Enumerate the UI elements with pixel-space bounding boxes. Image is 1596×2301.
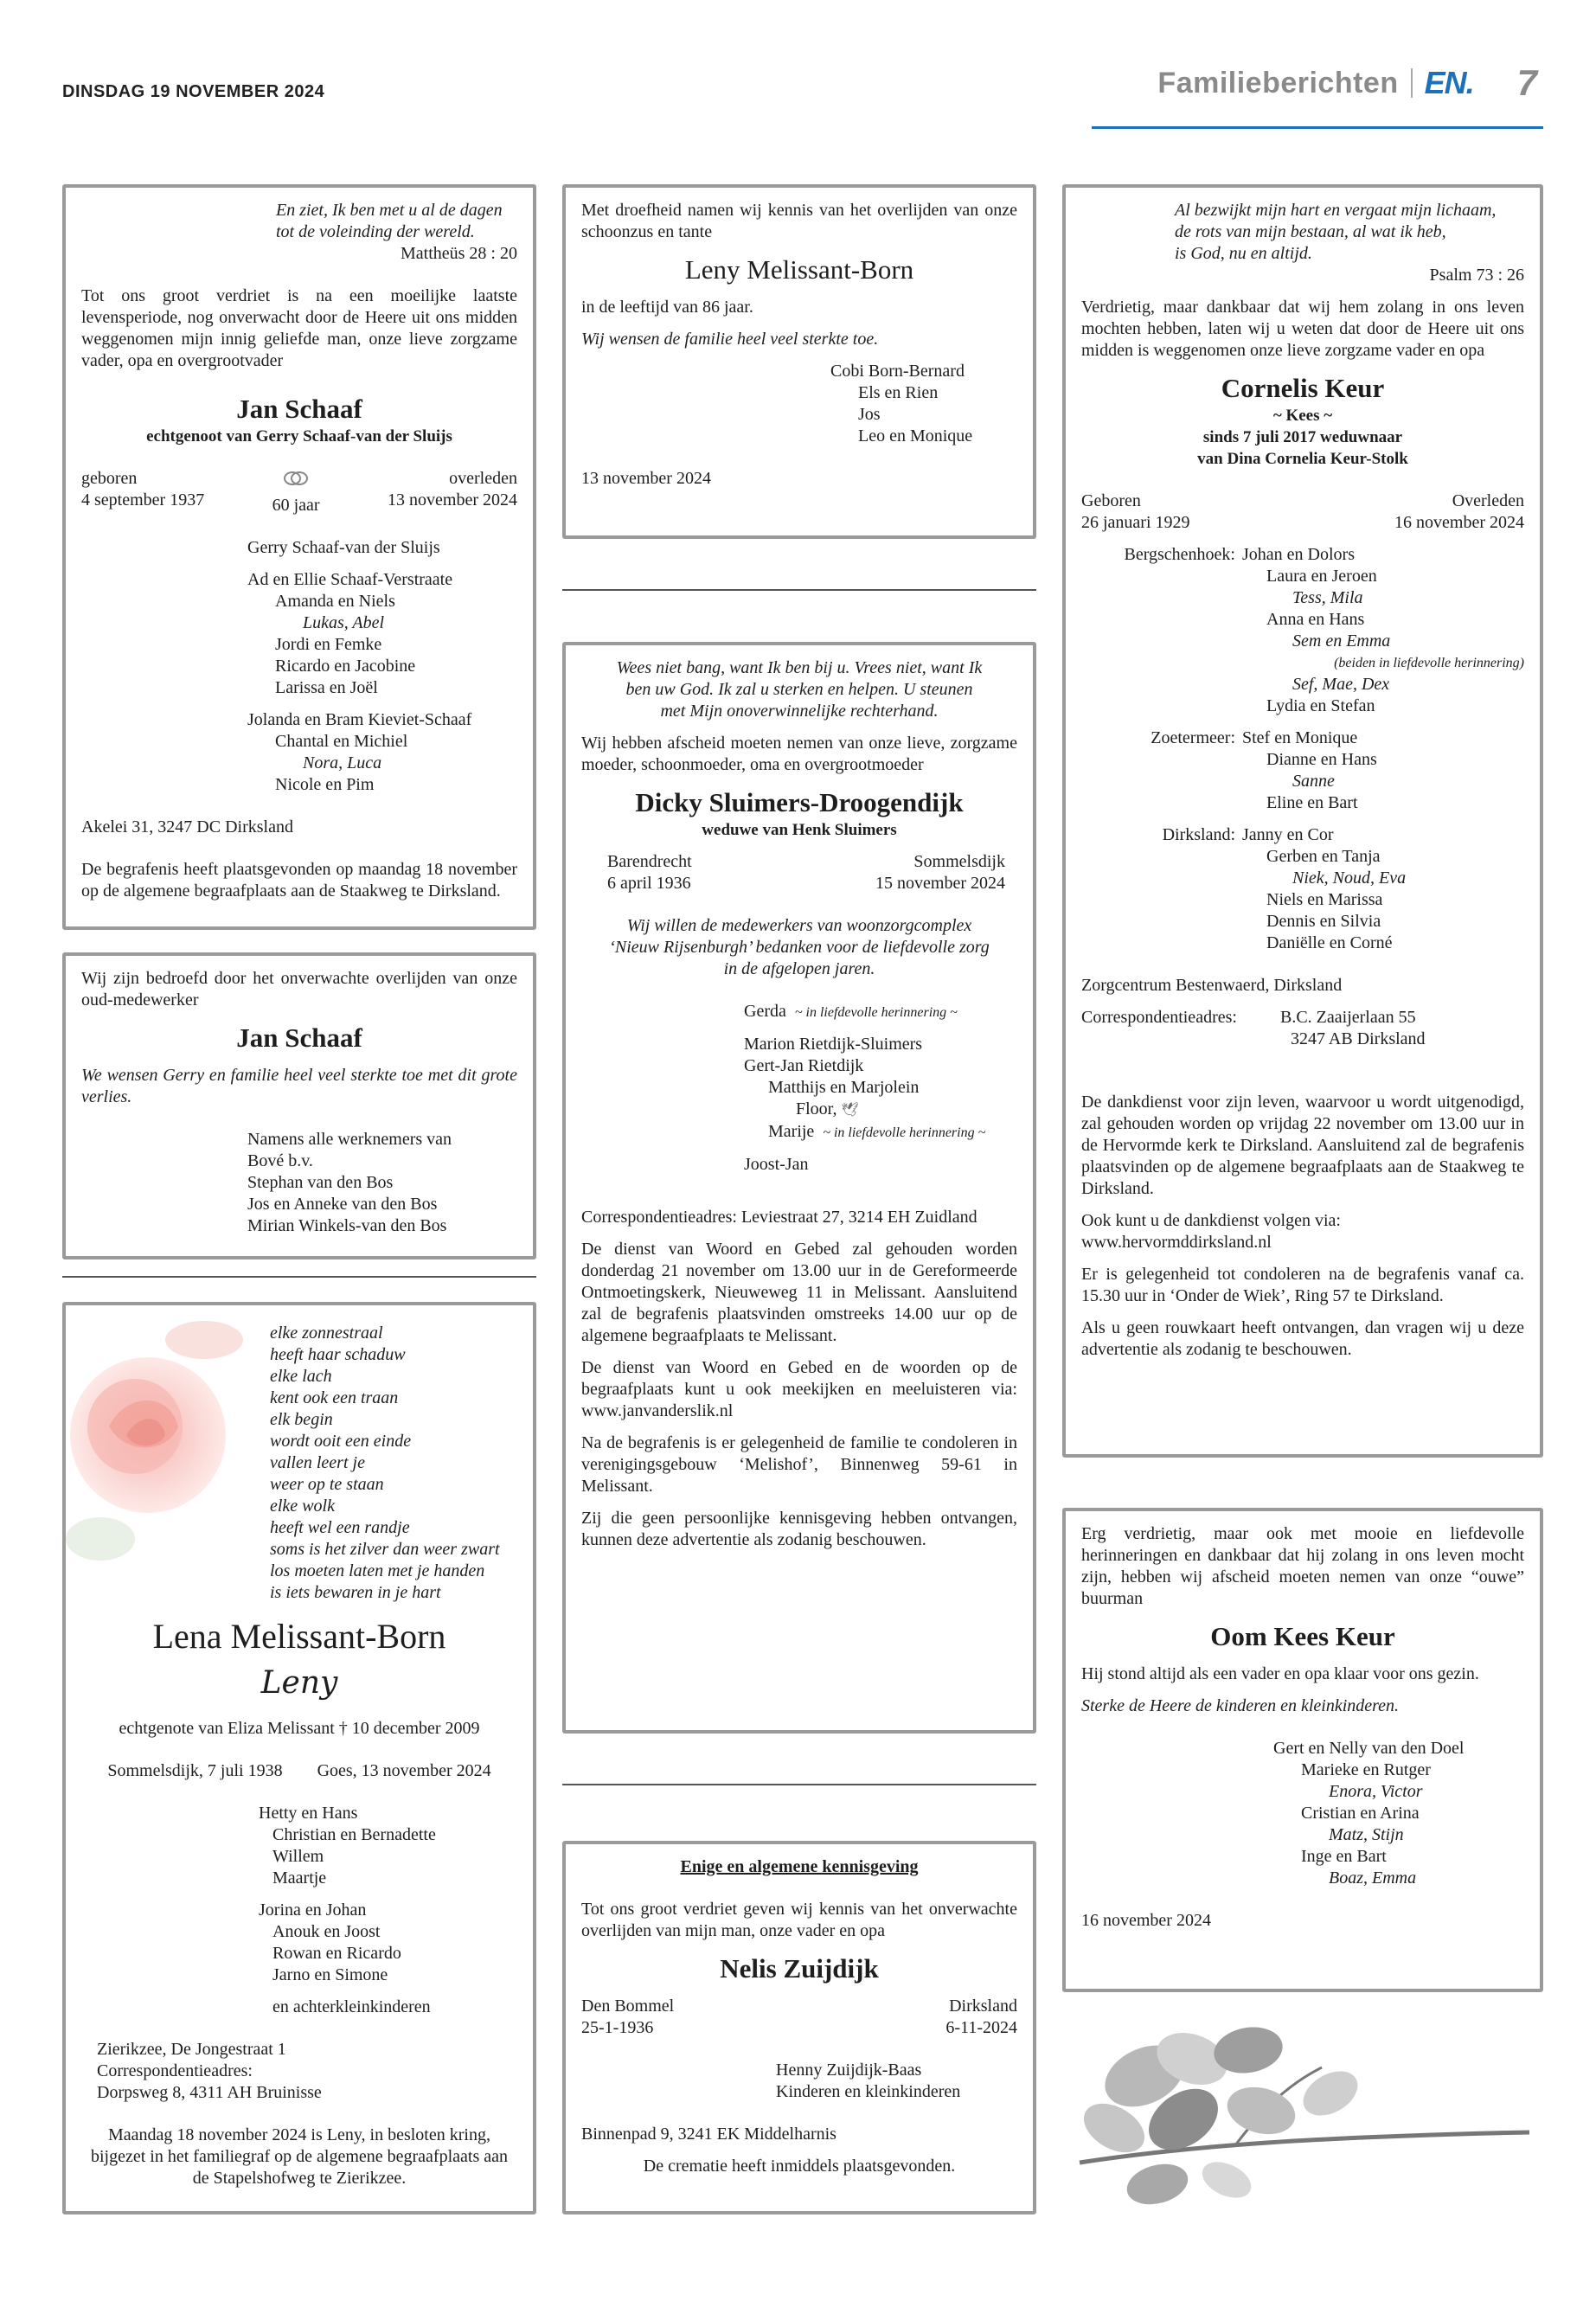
obituary-jan-schaaf-family <box>62 184 536 930</box>
nickname-script: Leny <box>260 1665 338 1701</box>
born-date: 4 september 1937 <box>81 490 205 510</box>
died-date: 6-11-2024 <box>945 2018 1017 2037</box>
verse-line: tot de voleinding der wereld. <box>276 222 475 241</box>
signer: Cristian en Arina <box>1301 1804 1420 1823</box>
born-date: 26 januari 1929 <box>1081 513 1190 532</box>
header-divider <box>1411 68 1413 98</box>
leaves-illustration <box>1062 2016 1543 2214</box>
correspondence-address: Correspondentieadres: Leviestraat 27, 3214 EH Zuidland <box>581 1208 977 1227</box>
signer: Inge en Bart <box>1301 1847 1387 1866</box>
address-line: B.C. Zaaijerlaan 55 <box>1280 1008 1416 1027</box>
family-member: Anna en Hans <box>1266 610 1365 629</box>
signers <box>1081 1738 1524 1889</box>
verse-line: Wees niet bang, want Ik ben bij u. Vrees niet, want Ik <box>616 658 983 677</box>
family-member: Gert-Jan Rietdijk <box>744 1056 864 1075</box>
died-date: Goes, 13 november 2024 <box>317 1761 491 1780</box>
family-member: Niek, Noud, Eva <box>1292 868 1407 888</box>
age: 60 jaar <box>272 496 320 515</box>
family-member: Sem en Emma <box>1292 631 1391 651</box>
address-line: Zierikzee, De Jongestraat 1 <box>97 2040 286 2059</box>
family-member: Nora, Luca <box>303 753 382 772</box>
deceased-name: Leny Melissant-Born <box>684 254 914 285</box>
life-dates <box>581 851 1017 894</box>
family-member: en achterkleinkinderen <box>272 1997 431 2016</box>
family-member: Amanda en Niels <box>275 592 395 611</box>
deceased-name: Jan Schaaf <box>236 394 362 424</box>
signers <box>581 361 1017 447</box>
family-member: Joost-Jan <box>744 1155 809 1174</box>
signer: Namens alle werknemers van <box>247 1130 452 1149</box>
signer: Matz, Stijn <box>1329 1825 1404 1844</box>
born-date: 6 april 1936 <box>607 874 691 893</box>
thanks-line: Wij willen de medewerkers van woonzorgcomplex <box>626 916 972 935</box>
stream-info: De dienst van Woord en Gebed en de woorden op de begraafplaats kunt u ook meekijken en meeluisteren via: www.janvanderslik.nl <box>581 1358 1017 1420</box>
born-date: Sommelsdijk, 7 juli 1938 <box>107 1761 283 1780</box>
tribute-line: Sterke de Heere de kinderen en kleinkinderen. <box>1081 1696 1400 1715</box>
signer: Jos en Anneke van den Bos <box>247 1195 438 1214</box>
died-date: 16 november 2024 <box>1394 513 1524 532</box>
deceased-name: Nelis Zuijdijk <box>720 1953 879 1984</box>
family-member: Larissa en Joël <box>275 678 378 697</box>
intro-text: Tot ons groot verdriet geven wij kennis van het onverwachte overlijden van mijn man, onze vader en opa <box>581 1900 1017 1940</box>
condolence-info: Er is gelegenheid tot condoleren na de begrafenis vanaf ca. 15.30 uur in ‘Onder de Wiek’, Ring 57 te Dirksland. <box>1081 1265 1524 1305</box>
poem-line: soms is het zilver dan weer zwart <box>270 1540 500 1559</box>
family-list <box>81 537 517 796</box>
family-list <box>81 1803 517 2018</box>
verse-reference: Psalm 73 : 26 <box>1429 266 1524 285</box>
born-label: geboren <box>81 469 138 488</box>
family-list <box>581 1001 1017 1176</box>
closing-text: Zij die geen persoonlijke kennisgeving hebben ontvangen, kunnen deze advertentie als zodanig beschouwen. <box>581 1509 1017 1549</box>
section-title: Familieberichten <box>1157 66 1399 99</box>
family-member: Laura en Jeroen <box>1266 567 1377 586</box>
page-header <box>1157 62 1537 104</box>
family-member: Lydia en Stefan <box>1266 696 1375 715</box>
family-member: Nicole en Pim <box>275 775 375 794</box>
family-member: Gerben en Tanja <box>1266 847 1381 866</box>
family-member: Daniëlle en Corné <box>1266 933 1393 952</box>
intro-text: Wij zijn bedroefd door het onverwachte overlijden van onze oud-medewerker <box>81 969 517 1009</box>
poem-line: wordt ooit een einde <box>270 1432 412 1451</box>
column-rule <box>62 1276 536 1278</box>
bible-verse <box>1081 200 1524 286</box>
family-member: Tess, Mila <box>1292 588 1363 607</box>
header-rule <box>1092 126 1543 129</box>
intro-text: Met droefheid namen wij kennis van het overlijden van onze schoonzus en tante <box>581 201 1017 241</box>
nickname: ~ Kees ~ <box>1272 407 1333 425</box>
spouse-line: echtgenote van Eliza Melissant † 10 december 2009 <box>119 1719 480 1738</box>
ad-date: 13 november 2024 <box>581 469 711 488</box>
deceased-name: Oom Kees Keur <box>1210 1621 1395 1651</box>
signer: Henny Zuijdijk-Baas <box>776 2061 922 2080</box>
bible-verse <box>81 200 517 265</box>
intro-text: Erg verdrietig, maar ook met mooie en liefdevolle herinneringen en dankbaar dat hij zolang in ons leven mocht zijn, hebben wij afscheid moeten nemen van onze “ouwe” buurman <box>1081 1524 1524 1608</box>
family-member: Matthijs en Marjolein <box>768 1078 920 1097</box>
verse-line: de rots van mijn bestaan, al wat ik heb, <box>1175 222 1446 241</box>
obituary-dicky-sluimers-droogendijk <box>562 642 1036 1734</box>
condolence-info: Na de begrafenis is er gelegenheid de familie te condoleren in verenigingsgebouw ‘Melishof’, Binnenweg 59-61 in Melissant. <box>581 1433 1017 1496</box>
family-member: Sanne <box>1292 772 1335 791</box>
correspondence-label: Correspondentieadres: <box>1081 1008 1237 1027</box>
family-member: Ad en Ellie Schaaf-Verstraate <box>247 570 453 589</box>
correspondence-address <box>1081 1007 1524 1050</box>
notice-heading: Enige en algemene kennisgeving <box>680 1857 919 1876</box>
column-rule <box>562 589 1036 591</box>
died-date: 13 november 2024 <box>388 490 517 510</box>
verse-line: En ziet, Ik ben met u al de dagen <box>276 201 503 220</box>
family-member: Ricardo en Jacobine <box>275 657 416 676</box>
family-member: Sef, Mae, Dex <box>1292 675 1390 694</box>
service-info: De dankdienst voor zijn leven, waarvoor u wordt uitgenodigd, zal gehouden worden op vrijdag 22 november om 13.00 uur in de Hervormde kerk te Dirksland. Aansluitend zal de begrafenis plaatsvinden op de algemene begraafplaats aan de Staakweg te Dirksland. <box>1081 1093 1524 1198</box>
closing-text: Maandag 18 november 2024 is Leny, in besloten kring, bijgezet in het familiegraf op de algemene begraafplaats aan de Stapelshofweg te Zierikzee. <box>91 2125 508 2188</box>
family-member: Marion Rietdijk-Sluimers <box>744 1035 923 1054</box>
poem <box>81 1323 517 1604</box>
deceased-name: Jan Schaaf <box>236 1022 362 1053</box>
family-member: Hetty en Hans <box>259 1804 358 1823</box>
address-line: Correspondentieadres: <box>97 2061 253 2080</box>
poem-line: vallen leert je <box>270 1453 365 1472</box>
family-member: Niels en Marissa <box>1266 890 1383 909</box>
address-line: Dorpsweg 8, 4311 AH Bruinisse <box>97 2083 322 2102</box>
signer: Els en Rien <box>858 383 939 402</box>
life-dates <box>81 468 517 516</box>
memory-note: ~ in liefdevolle herinnering ~ <box>823 1125 986 1140</box>
family-member: Rowan en Ricardo <box>272 1944 401 1963</box>
born-place: Barendrecht <box>607 852 692 871</box>
poem-line: heeft wel een randje <box>270 1518 410 1537</box>
deceased-name: Cornelis Keur <box>1221 373 1385 403</box>
dove-icon: 🕊 <box>841 1103 859 1118</box>
signer: Kinderen en kleinkinderen <box>776 2082 961 2101</box>
obituary-leny-melissant-born <box>562 184 1036 539</box>
family-group-zoetermeer <box>1081 727 1524 814</box>
memory-note: (beiden in liefdevolle herinnering) <box>1334 656 1524 670</box>
thanks-line: in de afgelopen jaren. <box>723 959 875 978</box>
family-member: Anouk en Joost <box>272 1922 381 1941</box>
life-dates <box>81 1760 517 1782</box>
column-rule <box>562 1784 1036 1785</box>
poem-line: elk begin <box>270 1410 333 1429</box>
signer: Leo en Monique <box>858 426 973 445</box>
thanks-note <box>581 915 1017 980</box>
intro-text: Wij hebben afscheid moeten nemen van onze lieve, zorgzame moeder, schoonmoeder, oma en overgrootmoeder <box>581 734 1017 774</box>
obituary-jan-schaaf-company <box>62 952 536 1259</box>
signer: Mirian Winkels-van den Bos <box>247 1216 447 1235</box>
poem-line: los moeten laten met je handen <box>270 1561 485 1580</box>
condolence-wish: Wij wensen de familie heel veel sterkte toe. <box>581 330 879 349</box>
address: Akelei 31, 3247 DC Dirksland <box>81 817 293 836</box>
obituary-nelis-zuijdijk <box>562 1841 1036 2214</box>
bible-verse <box>581 657 1017 722</box>
address: Binnenpad 9, 3241 EK Middelharnis <box>581 2125 836 2144</box>
family-member: Chantal en Michiel <box>275 732 408 751</box>
died-place: Dirksland <box>949 1997 1017 2016</box>
signer: Stephan van den Bos <box>247 1173 394 1192</box>
poem-line: weer op te staan <box>270 1475 384 1494</box>
born-label: Geboren <box>1081 491 1141 510</box>
died-date: 15 november 2024 <box>875 874 1005 893</box>
page-number: 7 <box>1516 62 1537 103</box>
family-member: Stef en Monique <box>1242 728 1358 747</box>
family-member: Christian en Bernadette <box>272 1825 436 1844</box>
obituary-lena-melissant-born <box>62 1302 536 2214</box>
family-member: Jolanda en Bram Kieviet-Schaaf <box>247 710 472 729</box>
thanks-line: ‘Nieuw Rijsenburgh’ bedanken voor de liefdevolle zorg <box>609 938 990 957</box>
poem-line: heeft haar schaduw <box>270 1345 406 1364</box>
obituary-oom-kees-keur <box>1062 1508 1543 1992</box>
verse-line: met Mijn onoverwinnelijke rechterhand. <box>660 702 939 721</box>
family-member: Jordi en Femke <box>275 635 382 654</box>
verse-reference: Mattheüs 28 : 20 <box>401 244 517 263</box>
closing-text: De begrafenis heeft plaatsgevonden op maandag 18 november op de algemene begraafplaats aan de Staakweg te Dirksland. <box>81 860 517 901</box>
poem-line: kent ook een traan <box>270 1388 399 1407</box>
intro-text: Tot ons groot verdriet is na een moeilijke laatste levensperiode, nog onverwacht door de Heere uit ons midden weggenomen mijn innig geliefde man, onze lieve zorgzame vader, opa en overgrootvader <box>81 286 517 370</box>
family-member: Jarno en Simone <box>272 1965 388 1984</box>
signer: Boaz, Emma <box>1329 1868 1417 1888</box>
life-dates <box>581 1996 1017 2039</box>
verse-line: is God, nu en altijd. <box>1175 244 1312 263</box>
tribute-line: Hij stond altijd als een vader en opa klaar voor ons gezin. <box>1081 1664 1479 1683</box>
poem-line: elke zonnestraal <box>270 1324 383 1343</box>
stream-info: Ook kunt u de dankdienst volgen via: <box>1081 1211 1341 1230</box>
age-line: in de leeftijd van 86 jaar. <box>581 298 753 317</box>
newspaper-logo: EN. <box>1424 65 1474 100</box>
family-member: Jorina en Johan <box>259 1900 367 1920</box>
family-member: Gerry Schaaf-van der Sluijs <box>247 538 440 557</box>
intro-text: Verdrietig, maar dankbaar dat wij hem zolang in ons leven mochten hebben, laten wij u weten dat door de Heere uit ons midden is weggenomen onze lieve zorgzame vader en opa <box>1081 298 1524 360</box>
family-member: Maartje <box>272 1868 327 1888</box>
condolence-wish: We wensen Gerry en familie heel veel sterkte toe met dit grote verlies. <box>81 1066 517 1106</box>
verse-line: Al bezwijkt mijn hart en vergaat mijn lichaam, <box>1175 201 1497 220</box>
family-member: Janny en Cor <box>1242 825 1334 844</box>
widower-line: sinds 7 juli 2017 weduwnaar <box>1202 428 1403 446</box>
poem-line: is iets bewaren in je hart <box>270 1583 441 1602</box>
wedding-rings-icon <box>279 468 312 489</box>
family-member: Dennis en Silvia <box>1266 912 1381 931</box>
obituary-cornelis-keur <box>1062 184 1543 1458</box>
poem-line: elke lach <box>270 1367 332 1386</box>
family-member: Johan en Dolors <box>1242 545 1355 564</box>
spouse-line: weduwe van Henk Sluimers <box>702 821 897 839</box>
signers <box>581 2060 1017 2103</box>
place-label: Dirksland: <box>1162 825 1235 844</box>
verse-line: ben uw God. Ik zal u sterken en helpen. U steunen <box>625 680 973 699</box>
signer: Bové b.v. <box>247 1151 313 1170</box>
family-member: Eline en Bart <box>1266 793 1358 812</box>
deceased-name: Dicky Sluimers-Droogendijk <box>635 787 964 817</box>
place-label: Bergschenhoek: <box>1124 545 1235 564</box>
care-home: Zorgcentrum Bestenwaerd, Dirksland <box>1081 976 1343 995</box>
family-member: Lukas, Abel <box>303 613 385 632</box>
edition-date: DINSDAG 19 NOVEMBER 2024 <box>62 82 325 101</box>
stream-url: www.hervormddirksland.nl <box>1081 1233 1272 1252</box>
poem-line: elke wolk <box>270 1497 335 1516</box>
family-member: Willem <box>272 1847 324 1866</box>
family-member: Dianne en Hans <box>1266 750 1377 769</box>
family-member: Floor, <box>796 1099 837 1118</box>
born-place: Den Bommel <box>581 1997 675 2016</box>
died-label: Overleden <box>1452 491 1524 510</box>
born-date: 25-1-1936 <box>581 2018 654 2037</box>
spouse-line: echtgenoot van Gerry Schaaf-van der Sluijs <box>146 427 452 445</box>
family-member: Marije <box>768 1122 815 1141</box>
ad-date: 16 november 2024 <box>1081 1911 1211 1930</box>
signers <box>81 1129 517 1237</box>
place-label: Zoetermeer: <box>1151 728 1235 747</box>
signer: Jos <box>858 405 881 424</box>
closing-text: Als u geen rouwkaart heeft ontvangen, dan vragen wij u deze advertentie als zodanig te beschouwen. <box>1081 1318 1524 1359</box>
signer: Gert en Nelly van den Doel <box>1273 1739 1465 1758</box>
spouse-line: van Dina Cornelia Keur-Stolk <box>1197 450 1408 468</box>
signer: Marieke en Rutger <box>1301 1760 1431 1779</box>
closing-text: De crematie heeft inmiddels plaatsgevonden. <box>643 2157 956 2176</box>
address <box>81 2039 517 2104</box>
family-member: Gerda <box>744 1002 786 1021</box>
address-line: 3247 AB Dirksland <box>1291 1029 1426 1048</box>
service-info: De dienst van Woord en Gebed zal gehouden worden donderdag 21 november om 13.00 uur in de Gereformeerde Ontmoetingskerk, Nieuweweg 11 in Melissant. Aansluitend zal de begrafenis plaatsvinden omstreeks 14.00 uur op de algemene begraafplaats te Melissant. <box>581 1240 1017 1345</box>
died-place: Sommelsdijk <box>913 852 1005 871</box>
life-dates <box>1081 490 1524 534</box>
signer: Cobi Born-Bernard <box>830 362 965 381</box>
died-label: overleden <box>449 469 517 488</box>
signer: Enora, Victor <box>1329 1782 1423 1801</box>
deceased-name: Lena Melissant-Born <box>152 1617 446 1656</box>
family-group-bergschenhoek <box>1081 544 1524 717</box>
memory-note: ~ in liefdevolle herinnering ~ <box>794 1005 958 1020</box>
family-group-dirksland <box>1081 824 1524 954</box>
